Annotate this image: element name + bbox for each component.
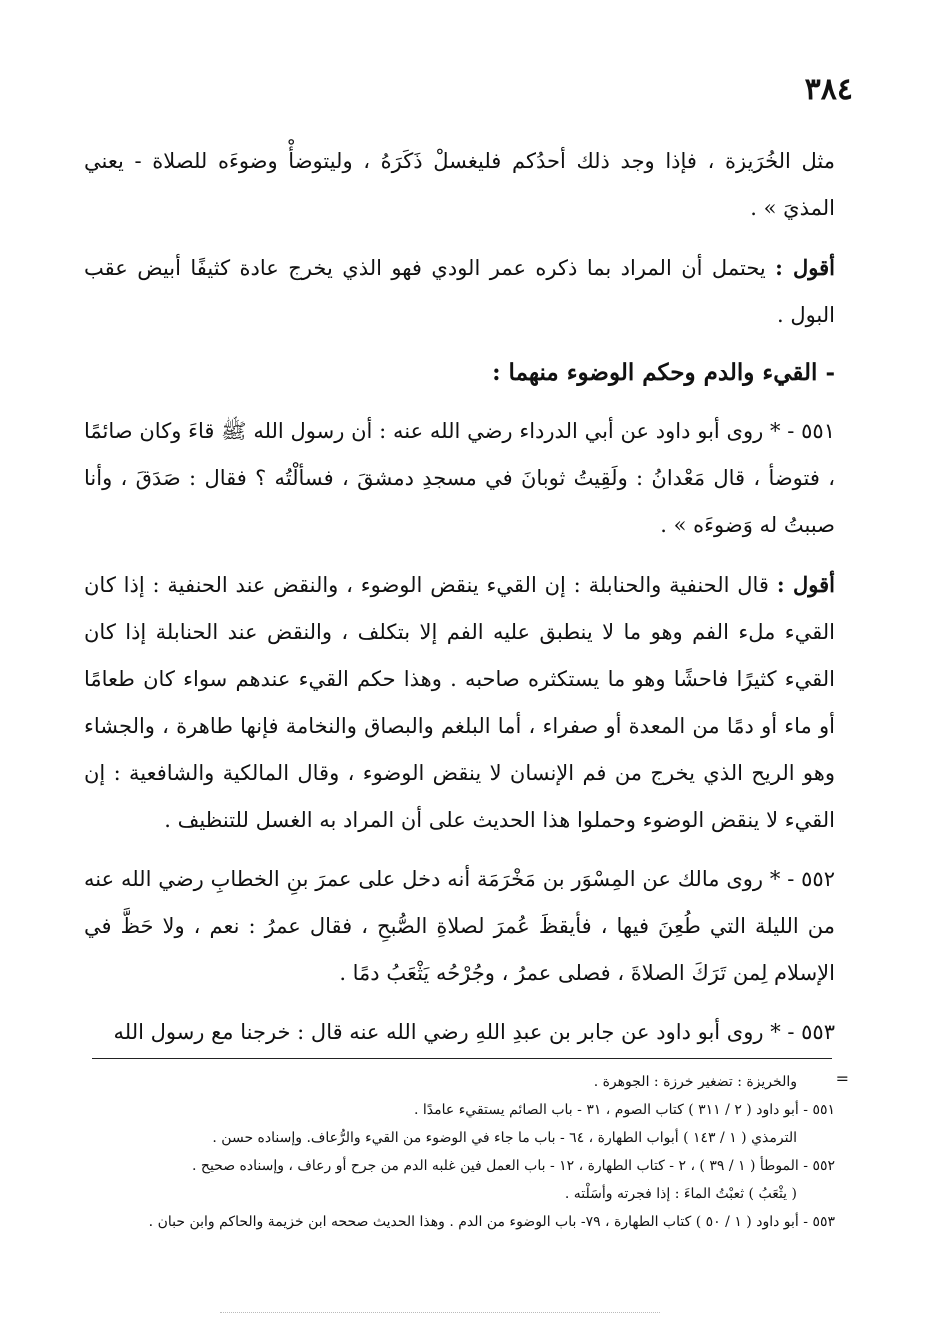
paragraph-comment-1 — [84, 244, 835, 339]
page-number: ٣٨٤ — [804, 72, 853, 107]
paragraph-comment-2 — [84, 561, 835, 844]
footnote-continuation-mark: = — [835, 1069, 849, 1088]
section-heading: - القيء والدم وحكم الوضوء منهما : — [492, 359, 835, 386]
footnote-item: ( يثْعَبُ ) ثعبْتُ الماءَ : إذا فجرته وأسَلْته . — [564, 1186, 797, 1202]
main-text — [84, 138, 835, 1064]
bottom-dotted-line — [220, 1312, 660, 1314]
hadith-553: ٥٥٣ - * روى أبو داود عن جابر بن عبدِ اللهِ رضي الله عنه قال : خرجنا مع رسول الله — [113, 1020, 835, 1044]
footnote-item: ٥٥١ - أبو داود ( ٢ / ٣١١ ) كتاب الصوم ، ٣١ - باب الصائم يستقيء عامدًا . — [414, 1102, 835, 1118]
footnote-item: الترمذي ( ١ / ١٤٣ ) أبواب الطهارة ، ٦٤ - باب ما جاء في الوضوء من القيء والرُّعاف. وإسناده حسن . — [212, 1130, 797, 1146]
footnote-divider — [92, 1058, 832, 1059]
footnotes — [84, 1070, 835, 1238]
footnote-item: والخريزة : تضغير خرزة : الجوهرة . — [593, 1074, 797, 1090]
comment-label: أقول : — [775, 255, 835, 280]
paragraph-continuation: مثل الخُرَيزة ، فإذا وجد ذلك أحدُكم فليغسلْ ذَكَرَهُ ، وليتوضأْ وضوءَه للصلاة - يعني المذيَ » . — [84, 149, 835, 220]
footnote-item: ٥٥٣ - أبو داود ( ١ / ٥٠ ) كتاب الطهارة ، ٧٩- باب الوضوء من الدم . وهذا الحديث صححه ابن خزيمة والحاكم وابن حبان . — [148, 1214, 835, 1230]
hadith-551: ٥٥١ - * روى أبو داود عن أبي الدرداء رضي الله عنه : أن رسول الله ﷺ قاءَ وكان صائمًا ، فتوضأ ، قال مَعْدانُ : ولَقِيتُ ثوبانَ في مسجدِ دمشقَ ، فسألْتُه ؟ فقال : صَدَقَ ، وأنا صببتُ له وَضوءَه » . — [84, 419, 835, 537]
comment-text: يحتمل أن المراد بما ذكره عمر الودي فهو الذي يخرج عادة كثيفًا أبيض عقب البول . — [84, 256, 835, 327]
hadith-552: ٥٥٢ - * روى مالك عن المِسْوَر بن مَخْرَمَة أنه دخل على عمرَ بنِ الخطابِ رضي الله عنه من الليلة التي طُعِنَ فيها ، فأيقظَ عُمرَ لصلاةِ الصُّبحِ ، فقال عمرُ : نعم ، ولا حَظَّ في الإسلام لِمن تَرَكَ الصلاةَ ، فصلى عمرُ ، وجُرْحُه يَثْعَبُ دمًا . — [84, 867, 835, 985]
comment-text: قال الحنفية والحنابلة : إن القيء ينقض الوضوء ، والنقض عند الحنفية : إذا كان القيء ملء الفم وهو ما لا ينطبق عليه الفم إلا بتكلف ، والنقض عند الحنابلة إذا كان القيء كثيرًا فاحشًا وهو ما يستكثره صاحبه . وهذا حكم القيء عندهم سواء كان طعامًا أو ماء أو دمًا من المعدة أو صفراء ، أما البلغم والبصاق والنخامة فإنها طاهرة ، والجشاء وهو الريح الذي يخرج من فم الإنسان لا ينقض الوضوء ، وقال المالكية والشافعية : إن القيء لا ينقض الوضوء وحملوا هذا الحديث على أن المراد به الغسل للتنظيف . — [84, 573, 835, 832]
comment-label: أقول : — [776, 572, 836, 597]
footnote-item: ٥٥٢ - الموطأ ( ١ / ٣٩ ) ، ٢ - كتاب الطهارة ، ١٢ - باب العمل فين غلبه الدم من جرح أو رعاف ، وإسناده صحيح . — [192, 1158, 835, 1174]
